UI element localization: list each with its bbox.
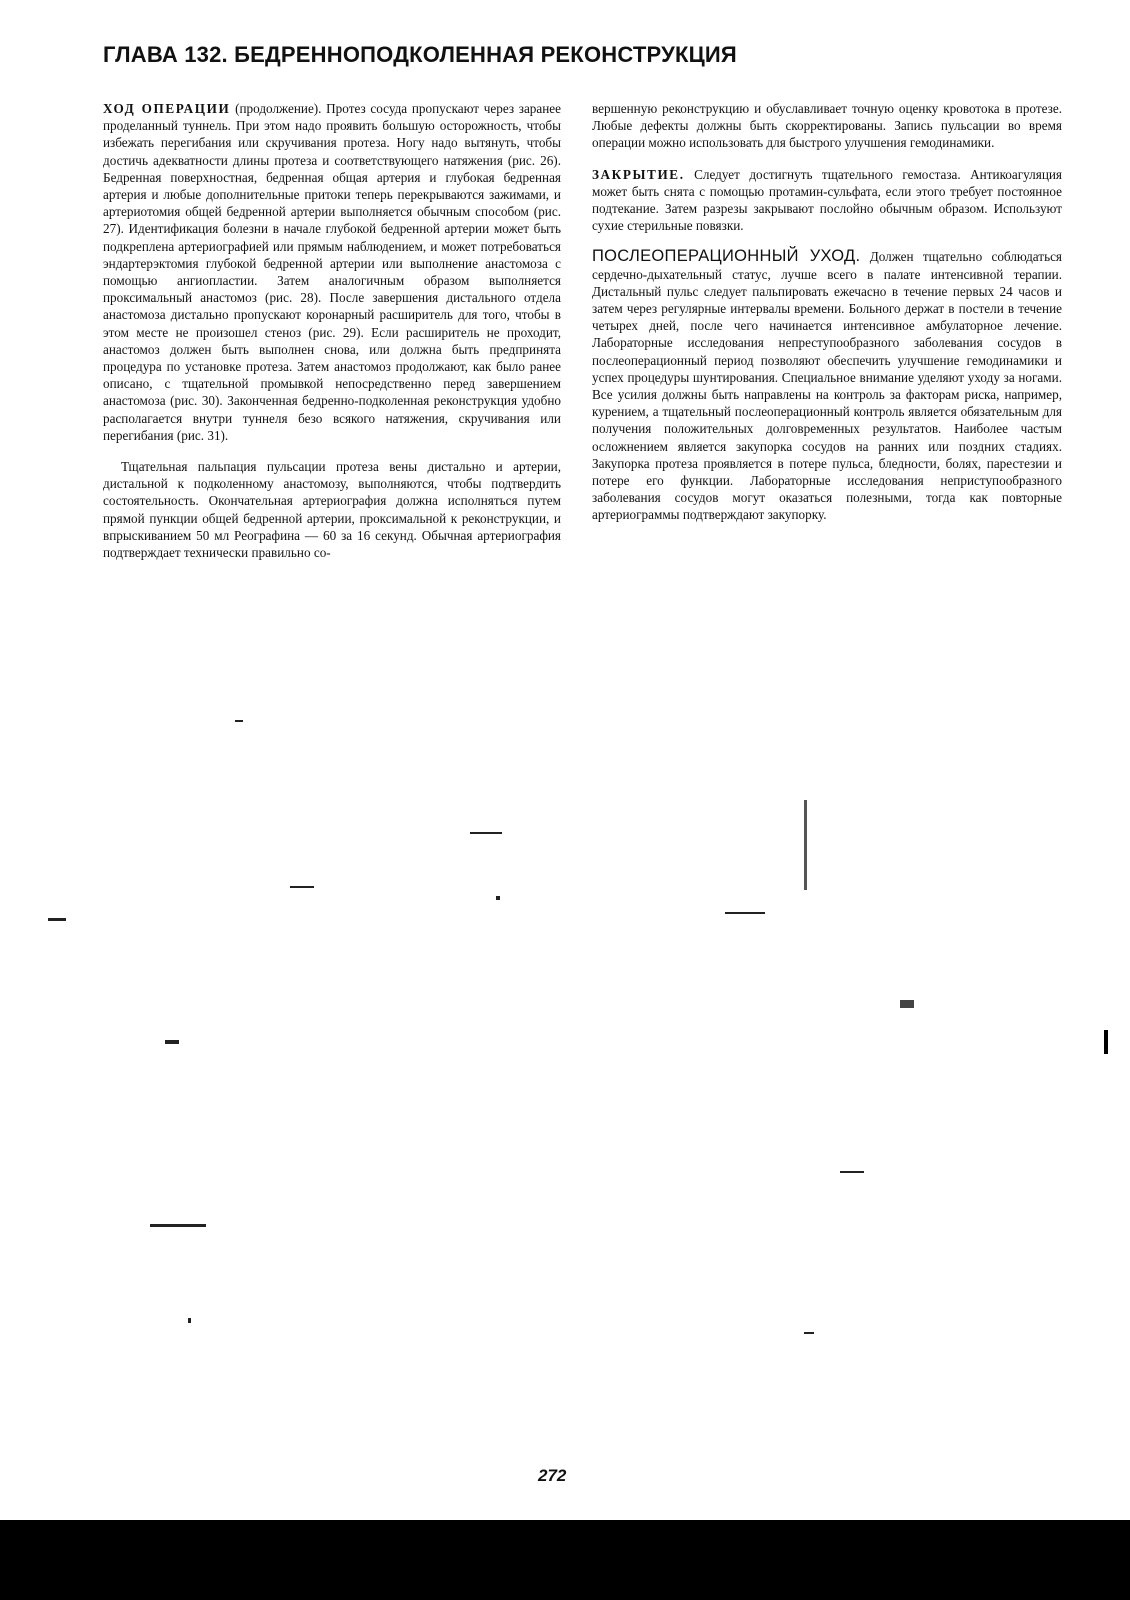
page-title: ГЛАВА 132. БЕДРЕННОПОДКОЛЕННАЯ РЕКОНСТРУКЦИЯ [103,42,737,67]
closure-heading: ЗАКРЫТИЕ. [592,166,685,182]
right-column [592,100,1062,538]
closure-text: Следует достигнуть тщательного гемостаза. Антикоагуляция может быть снята с помощью протамин-сульфата, если этого требует постоянное подтекание. Затем разрезы закрывают послойно обычным образом. Используют сухие стерильные повязки. [592,166,1062,234]
operation-heading: ХОД ОПЕРАЦИИ [103,101,231,116]
left-column [103,100,561,575]
page-number: 272 [538,1466,567,1485]
postop-text: Должен тщательно соблюдаться сердечно-дыхательный статус, лучше всего в палате интенсивной терапии. Дистальный пульс следует пальпировать ежечасно в течение первых 24 часов и затем через регулярные интервалы времени. Больного держат в постели в течение четырех дней, после чего начинается интенсивное амбулаторное лечение. Лабораторные исследования непреступообразного заболевания сосудов в послеоперационный период позволяют обеспечить улучшение гемодинамики и успех процедуры шунтирования. Специальное внимание уделяют уходу за ногами. Все усилия должны быть направлены на контроль за факторам риска, например, курением, а тщательный послеоперационный контроль является обязательным для получения положительных долговременных результатов. Наиболее частым осложнением является закупорка сосудов на ранних или поздних стадиях. Закупорка протеза проявляется в потере пульса, бледности, болях, парестезии и потере его функции. Лабораторные исследования неприступообразного заболевания сосудов могут оказаться полезными, тогда как повторные артериограммы подтверждают закупорку. [592,249,1062,523]
edge-mark [1104,1030,1108,1054]
closure-paragraph [592,166,1062,235]
operation-paragraph [103,100,561,444]
postop-paragraph [592,248,1062,523]
scan-bottom-bar [0,1520,1130,1600]
operation-text: (продолжение). Протез сосуда пропускают через заранее проделанный туннель. При этом надо проявить большую осторожность, чтобы избежать перегибания или скручивания протеза. Ногу надо вытянуть, чтобы достичь адекватности длины протеза и соответствующего натяжения (рис. 26). Бедренная поверхностная, бедренная общая артерия и глубокая бедренная артерия и любые дополнительные притоки теперь перекрываются зажимами, и артериотомия общей бедренной артерии выполняется обычным способом (рис. 27). Идентификация болезни в начале глубокой бедренной артерии может быть подкреплена артериографией или прямым наблюдением, и может потребоваться эндартерэктомия глубокой бедренной артерии или выполнение анастомоза с помощью ангиопластии. Затем аналогичным образом выполняется проксимальный анастомоз (рис. 28). После завершения дистального отдела анастомоза дистально пропускают коронарный расширитель для того, чтобы в этом месте не произошел стеноз (рис. 29). Если расширитель не проходит, анастомоз должен быть выполнен снова, или должна быть предпринята процедура по установке протеза. Затем анастомоз продолжают, как было ранее описано, с тщательной промывкой непосредственно перед завершением анастомоза (рис. 30). Законченная бедренно-подколенная реконструкция удобно располагается внутри туннеля безо всякого натяжения, скручивания или перегибания (рис. 31). [103,101,562,443]
palpation-paragraph: Тщательная пальпация пульсации протеза вены дистально и артерии, дистальной к подколенному анастомозу, выполняются, чтобы подтвердить состоятельность. Окончательная артериография должна исполняться путем прямой пункции общей бедренной артерии, проксимальной к реконструкции, и впрыскиванием 50 мл Реографина — 60 за 16 секунд. Обычная артериография подтверждает технически правильно со- [103,459,561,561]
postop-heading: ПОСЛЕОПЕРАЦИОННЫЙ УХОД. [592,247,861,266]
continuation-paragraph: вершенную реконструкцию и обуславливает точную оценку кровотока в протезе. Любые дефекты должны быть скорректированы. Запись пульсации во время операции можно использовать для быстрого улучшения гемодинамики. [592,101,1062,151]
